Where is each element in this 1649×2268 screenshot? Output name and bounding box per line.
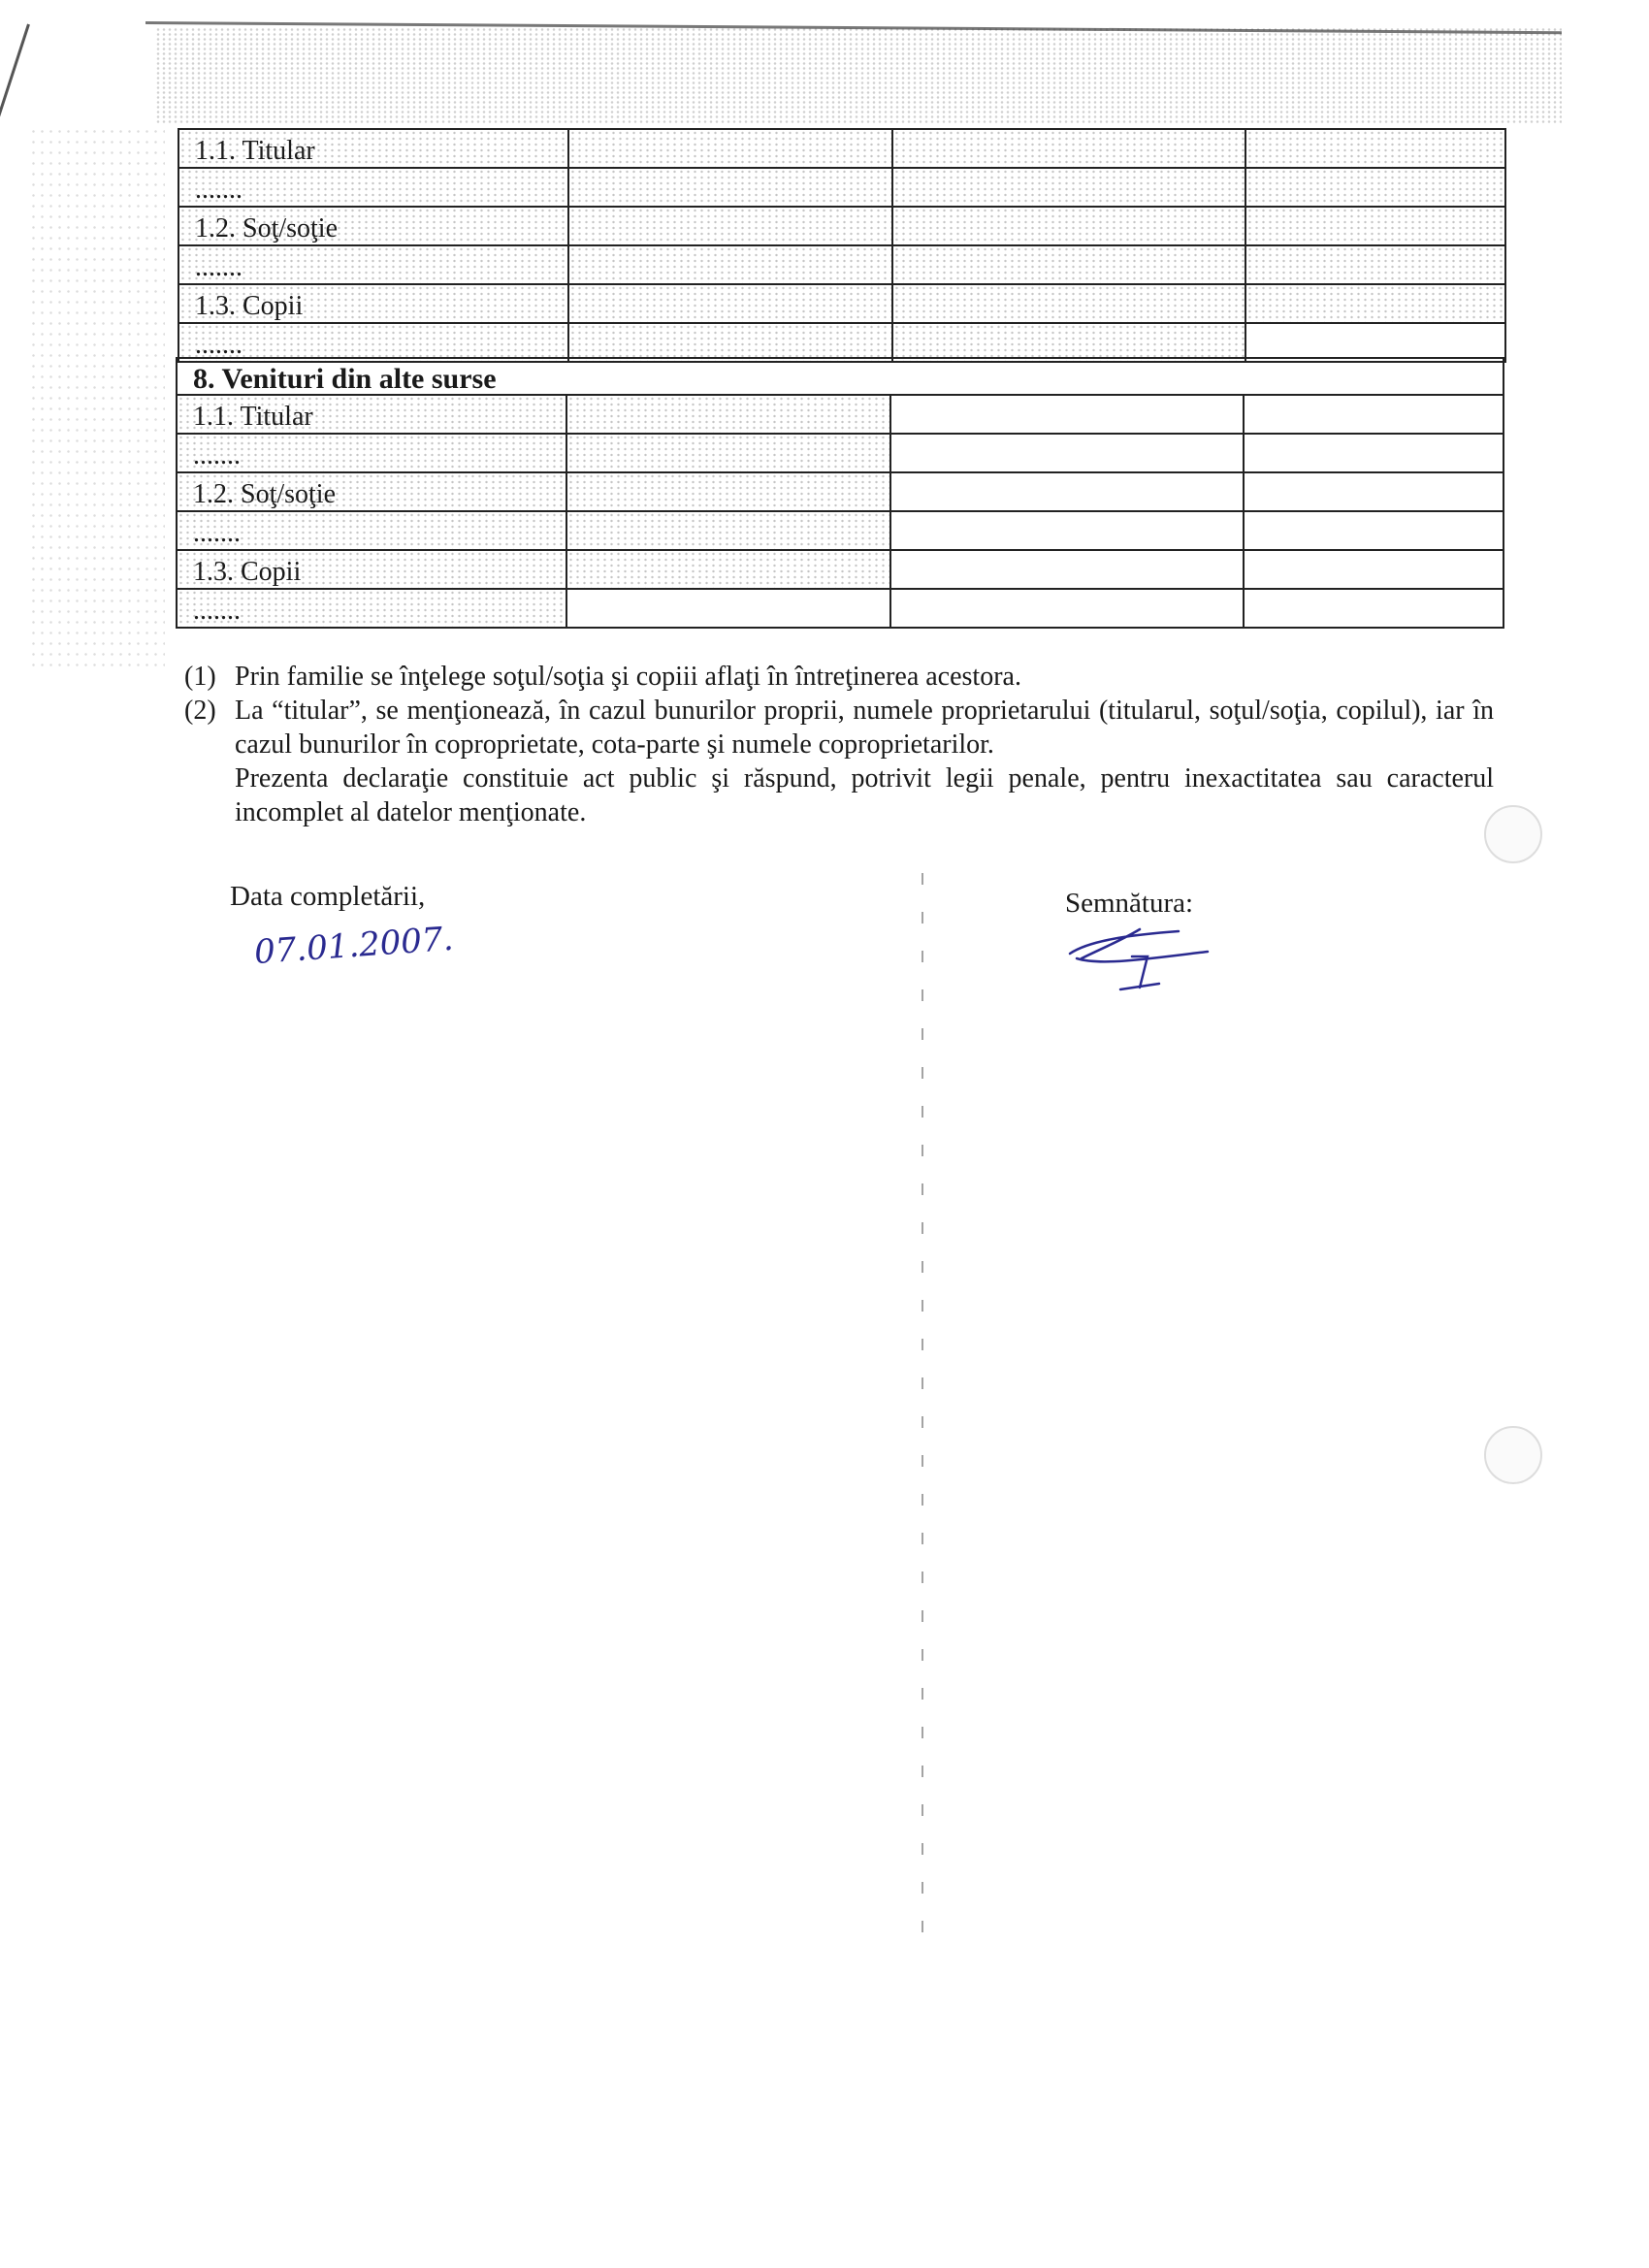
table-cell (890, 550, 1244, 589)
footnote-text: Prin familie se înţelege soţul/soţia şi copiii aflaţi în întreţinerea acestora. (235, 662, 1021, 692)
punch-hole (1484, 1426, 1542, 1484)
table-cell (892, 284, 1245, 323)
date-label: Data completării, (230, 881, 426, 912)
table-cell (892, 129, 1245, 168)
table-cell (1244, 550, 1504, 589)
table-cell (1244, 395, 1504, 434)
page-crease (922, 873, 923, 1960)
table-cell (1245, 323, 1505, 362)
row-label: ....... (177, 434, 566, 472)
table-row (177, 472, 1504, 511)
row-label: 1.3. Copii (178, 284, 568, 323)
table-cell (1245, 207, 1505, 245)
table-cell (1245, 168, 1505, 207)
table-cell (892, 168, 1245, 207)
table-cell (890, 511, 1244, 550)
table-cell (1245, 284, 1505, 323)
table-row (178, 168, 1505, 207)
table-row (177, 511, 1504, 550)
table-cell (566, 434, 890, 472)
row-label: ....... (178, 245, 568, 284)
table-cell (566, 589, 890, 628)
table-cell (568, 207, 892, 245)
row-label: 1.2. Soţ/soţie (177, 472, 566, 511)
income-table-previous-section (178, 128, 1506, 363)
table-cell (1244, 511, 1504, 550)
table-cell (892, 323, 1245, 362)
table-cell (892, 245, 1245, 284)
handwritten-date: 07.01.2007. (252, 919, 455, 973)
row-label: ....... (178, 168, 568, 207)
fold-line (0, 24, 30, 302)
table-cell (566, 550, 890, 589)
declaration-statement: Prezenta declaraţie constituie act public şi răspund, potrivit legii penale, pentru inexactitatea sau caracterul incomplet al datelor menţionate. (235, 763, 1494, 827)
table-cell (568, 323, 892, 362)
table-row (177, 589, 1504, 628)
table-cell (566, 472, 890, 511)
table-cell (892, 207, 1245, 245)
row-label: ....... (177, 511, 566, 550)
row-label: 1.1. Titular (178, 129, 568, 168)
row-label: ....... (177, 589, 566, 628)
footnote-text: La “titular”, se menţionează, în cazul bunurilor proprii, numele proprietarului (titularul, soţul/soţia, copilul), iar în cazul bunurilor în coproprietate, cota-parte şi numele coproprietarilor. (235, 696, 1494, 760)
section-heading-row (177, 358, 1504, 395)
table-cell (566, 511, 890, 550)
income-table-section-8 (176, 357, 1504, 629)
table-row (178, 323, 1505, 362)
signature-scribble (1062, 920, 1217, 992)
footnote-2 (184, 694, 1494, 761)
table-cell (1244, 472, 1504, 511)
table-cell (568, 129, 892, 168)
table-cell (568, 168, 892, 207)
row-label: 1.3. Copii (177, 550, 566, 589)
table-cell (890, 434, 1244, 472)
scan-noise-band (155, 27, 1562, 124)
table-cell (890, 589, 1244, 628)
footnotes (184, 660, 1494, 829)
margin-noise (29, 126, 165, 669)
section-heading: 8. Venituri din alte surse (177, 358, 1504, 395)
row-label: ....... (178, 323, 568, 362)
table-cell (1245, 129, 1505, 168)
table-cell (566, 395, 890, 434)
table-cell (568, 284, 892, 323)
row-label: 1.1. Titular (177, 395, 566, 434)
table-row (178, 284, 1505, 323)
table-row (177, 550, 1504, 589)
table-row (177, 395, 1504, 434)
table-cell (1244, 589, 1504, 628)
table-cell (890, 395, 1244, 434)
table-row (178, 129, 1505, 168)
footnote-1 (184, 660, 1494, 694)
table-row (178, 245, 1505, 284)
table-cell (1244, 434, 1504, 472)
row-label: 1.2. Soţ/soţie (178, 207, 568, 245)
table-cell (568, 245, 892, 284)
table-cell (1245, 245, 1505, 284)
footnote-number: (1) (184, 662, 216, 692)
signature-label: Semnătura: (1065, 888, 1194, 919)
table-cell (890, 472, 1244, 511)
table-row (178, 207, 1505, 245)
footnote-number: (2) (184, 696, 216, 726)
table-row (177, 434, 1504, 472)
